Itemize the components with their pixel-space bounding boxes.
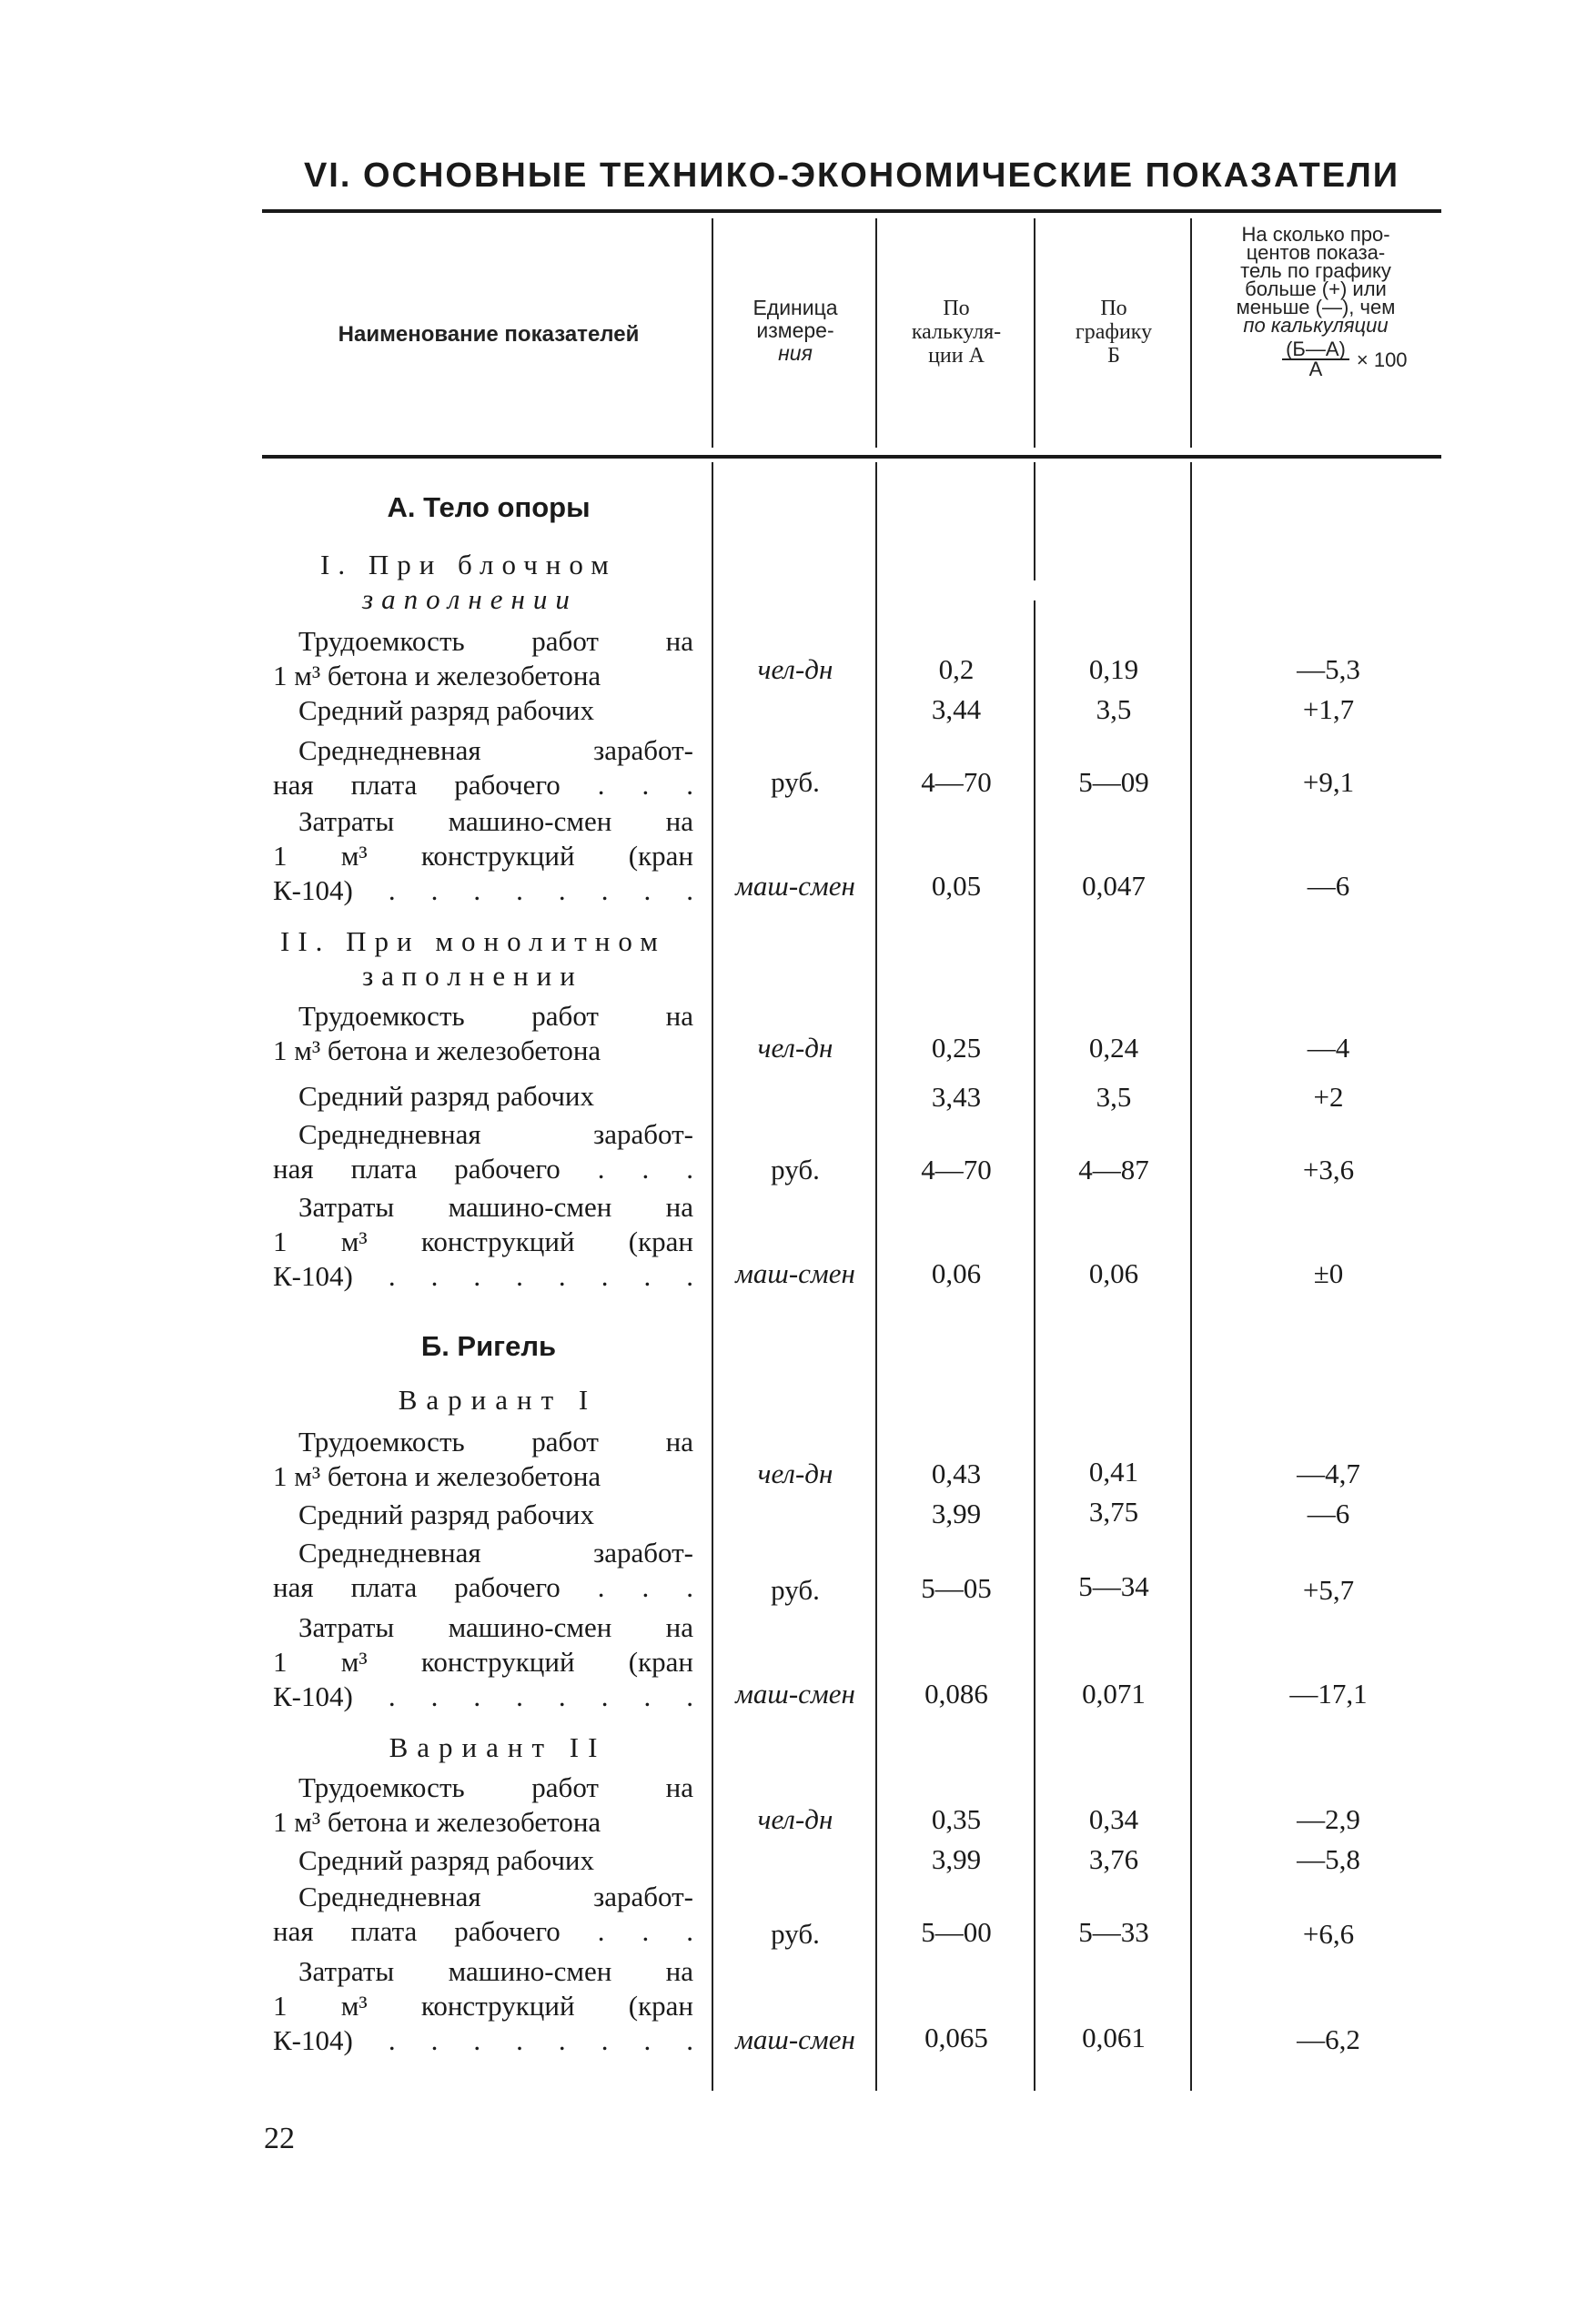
cell-percent: —5,8: [1297, 1843, 1360, 1875]
header-unit-line: Единица: [753, 296, 838, 319]
cell-calc-a: 0,05: [931, 870, 982, 902]
subsection-line: заполнении: [362, 583, 578, 615]
cell-calc-a: 0,25: [931, 1032, 982, 1064]
subsection-line: II. При монолитном: [280, 925, 666, 957]
cell-calc-a: 0,43: [931, 1458, 982, 1489]
subsection-title: [280, 924, 712, 994]
cell-graph-b: 0,19: [1088, 653, 1139, 685]
cell-graph-b: 0,047: [1082, 870, 1146, 902]
section-title: Б. Ригель: [420, 1330, 557, 1362]
column-divider: [875, 462, 877, 2091]
row-label-line: 1 м³ конструкций (кран: [273, 1646, 693, 1678]
row-label-line: Средний разряд рабочих: [298, 1844, 595, 1876]
cell-percent: —4: [1307, 1032, 1350, 1064]
cell-calc-a: 3,99: [931, 1843, 982, 1875]
page-title: VI. ОСНОВНЫЕ ТЕХНИКО-ЭКОНОМИЧЕСКИЕ ПОКАЗАТЕЛИ: [303, 156, 1400, 195]
row-label-line: Трудоемкость работ на: [298, 1426, 693, 1458]
header-calc-a: [879, 297, 1034, 368]
cell-graph-b: 3,76: [1088, 1843, 1139, 1875]
row-label-line: ная плата рабочего . . .: [273, 1571, 693, 1603]
row-label-line: Средний разряд рабочих: [298, 1080, 595, 1112]
header-percent-line: центов показа-: [1246, 241, 1386, 264]
cell-calc-a: 3,44: [931, 693, 982, 725]
subsection-title: [320, 548, 712, 617]
row-label: [273, 1843, 693, 1878]
cell-unit: чел-дн: [757, 1458, 833, 1489]
cell-graph-b: 0,41: [1088, 1456, 1139, 1488]
cell-unit: маш-смен: [735, 2023, 855, 2055]
column-divider: [712, 462, 713, 2091]
subsection-line: I. При блочном: [320, 549, 617, 580]
cell-unit: руб.: [771, 1574, 820, 1606]
cell-unit: руб.: [771, 766, 820, 798]
row-label-line: К-104) . . . . . . . .: [273, 1680, 693, 1712]
row-label-line: ная плата рабочего . . .: [273, 1915, 693, 1947]
cell-percent: —6,2: [1297, 2023, 1360, 2055]
cell-unit: маш-смен: [735, 870, 855, 902]
row-label: [273, 624, 693, 693]
cell-percent: +2: [1313, 1081, 1344, 1113]
column-divider: [1190, 218, 1192, 448]
row-label-line: Среднедневная заработ-: [298, 1118, 693, 1150]
header-percent-line: меньше (—), чем: [1236, 296, 1396, 318]
row-label-line: Трудоемкость работ на: [298, 625, 693, 657]
header-percent: [1194, 223, 1438, 380]
column-divider: [1034, 218, 1035, 448]
row-label: [273, 1425, 693, 1494]
row-label-line: Затраты машино-смен на: [298, 805, 693, 837]
cell-percent: +6,6: [1302, 1918, 1355, 1950]
row-label: [273, 1079, 693, 1114]
column-divider: [712, 218, 713, 448]
cell-percent: —6: [1307, 1498, 1350, 1529]
header-bottom-rule: [262, 455, 1441, 459]
row-label-line: ная плата рабочего . . .: [273, 1153, 693, 1185]
row-label: [273, 1954, 693, 2058]
percent-formula: [1282, 338, 1408, 380]
cell-graph-b: 3,75: [1088, 1496, 1139, 1528]
column-divider: [1034, 462, 1035, 580]
row-label: [273, 1536, 693, 1605]
header-unit-line: ния: [778, 341, 813, 365]
header-top-rule: [262, 209, 1441, 213]
row-label: [273, 733, 693, 802]
row-label: [273, 804, 693, 908]
cell-graph-b: 5—34: [1078, 1570, 1149, 1602]
row-label-line: 1 м³ конструкций (кран: [273, 1990, 693, 2022]
row-label-line: Трудоемкость работ на: [298, 1771, 693, 1803]
cell-percent: —2,9: [1297, 1803, 1360, 1835]
header-calc-a-line: калькуля-: [911, 320, 1002, 344]
row-label-line: Средний разряд рабочих: [298, 1498, 595, 1530]
row-label-line: 1 м³ бетона и железобетона: [273, 660, 601, 691]
header-unit: [715, 297, 875, 365]
header-percent-line: тель по графику: [1240, 259, 1391, 282]
header-calc-a-line: По: [943, 297, 970, 320]
formula-numerator: (Б—А): [1282, 340, 1349, 360]
cell-calc-a: 5—05: [921, 1572, 992, 1604]
subsection-title: Вариант II: [389, 1731, 607, 1763]
subsection-line: заполнении: [362, 960, 583, 992]
row-label-line: 1 м³ бетона и железобетона: [273, 1460, 601, 1492]
cell-percent: —4,7: [1297, 1458, 1360, 1489]
header-graph-b-line: По: [1100, 297, 1127, 320]
subsection-title: Вариант I: [398, 1384, 598, 1416]
header-name: Наименование показателей: [338, 322, 640, 347]
cell-unit: чел-дн: [757, 653, 833, 685]
row-label-line: К-104) . . . . . . . .: [273, 874, 693, 906]
header-graph-b: [1037, 297, 1190, 368]
row-label: [273, 1770, 693, 1840]
cell-unit: руб.: [771, 1918, 820, 1950]
column-divider: [1034, 600, 1035, 2091]
cell-graph-b: 4—87: [1078, 1154, 1149, 1185]
cell-percent: —17,1: [1289, 1678, 1368, 1710]
cell-graph-b: 0,24: [1088, 1032, 1139, 1064]
header-percent-line: по калькуляции: [1243, 314, 1389, 337]
cell-percent: +1,7: [1302, 693, 1355, 725]
cell-unit: чел-дн: [757, 1032, 833, 1064]
row-label-line: Среднедневная заработ-: [298, 734, 693, 766]
column-divider: [875, 218, 877, 448]
cell-graph-b: 0,061: [1082, 2022, 1146, 2053]
row-label-line: Затраты машино-смен на: [298, 1611, 693, 1643]
row-label: [273, 1117, 693, 1186]
cell-percent: +3,6: [1302, 1154, 1355, 1185]
cell-graph-b: 0,34: [1088, 1803, 1139, 1835]
row-label: [273, 1498, 693, 1532]
header-percent-line: больше (+) или: [1245, 277, 1387, 300]
row-label: [273, 1880, 693, 1949]
cell-calc-a: 3,99: [931, 1498, 982, 1529]
row-label: [273, 1190, 693, 1294]
row-label-line: Среднедневная заработ-: [298, 1881, 693, 1912]
cell-calc-a: 5—00: [921, 1916, 992, 1948]
cell-percent: —5,3: [1297, 653, 1360, 685]
row-label-line: Трудоемкость работ на: [298, 1000, 693, 1032]
row-label-line: Затраты машино-смен на: [298, 1955, 693, 1987]
cell-percent: ±0: [1313, 1257, 1344, 1289]
header-calc-a-line: ции А: [928, 344, 985, 368]
cell-graph-b: 3,5: [1096, 693, 1132, 725]
formula-denominator: А: [1308, 358, 1323, 380]
cell-percent: +5,7: [1302, 1574, 1355, 1606]
cell-percent: +9,1: [1302, 766, 1355, 798]
cell-calc-a: 0,2: [938, 653, 975, 685]
row-label-line: К-104) . . . . . . . .: [273, 1260, 693, 1292]
row-label-line: Затраты машино-смен на: [298, 1191, 693, 1223]
cell-calc-a: 0,086: [924, 1678, 988, 1710]
section-title: А. Тело опоры: [387, 491, 591, 523]
cell-percent: —6: [1307, 870, 1350, 902]
row-label-line: Средний разряд рабочих: [298, 694, 595, 726]
cell-graph-b: 5—33: [1078, 1916, 1149, 1948]
row-label: [273, 999, 693, 1068]
row-label-line: 1 м³ бетона и железобетона: [273, 1806, 601, 1838]
cell-calc-a: 0,35: [931, 1803, 982, 1835]
page-number: 22: [264, 2122, 295, 2155]
cell-unit: руб.: [771, 1154, 820, 1185]
header-unit-line: измере-: [756, 318, 834, 342]
cell-calc-a: 0,06: [931, 1257, 982, 1289]
cell-unit: маш-смен: [735, 1257, 855, 1289]
cell-graph-b: 5—09: [1078, 766, 1149, 798]
cell-calc-a: 4—70: [921, 766, 992, 798]
cell-graph-b: 3,5: [1096, 1081, 1132, 1113]
row-label-line: 1 м³ бетона и железобетона: [273, 1034, 601, 1066]
cell-calc-a: 4—70: [921, 1154, 992, 1185]
row-label-line: 1 м³ конструкций (кран: [273, 840, 693, 872]
header-percent-line: На сколько про-: [1241, 223, 1390, 246]
row-label: [273, 1610, 693, 1714]
row-label-line: К-104) . . . . . . . .: [273, 2024, 693, 2056]
cell-calc-a: 0,065: [924, 2022, 988, 2053]
formula-multiplier: × 100: [1356, 348, 1408, 371]
column-divider: [1190, 462, 1192, 2091]
cell-graph-b: 0,071: [1082, 1678, 1146, 1710]
row-label-line: ная плата рабочего . . .: [273, 769, 693, 801]
header-graph-b-line: Б: [1107, 344, 1120, 368]
cell-unit: чел-дн: [757, 1803, 833, 1835]
row-label-line: Среднедневная заработ-: [298, 1537, 693, 1569]
row-label: [273, 693, 693, 728]
cell-graph-b: 0,06: [1088, 1257, 1139, 1289]
cell-unit: маш-смен: [735, 1678, 855, 1710]
row-label-line: 1 м³ конструкций (кран: [273, 1226, 693, 1257]
header-graph-b-line: графику: [1075, 320, 1153, 344]
cell-calc-a: 3,43: [931, 1081, 982, 1113]
